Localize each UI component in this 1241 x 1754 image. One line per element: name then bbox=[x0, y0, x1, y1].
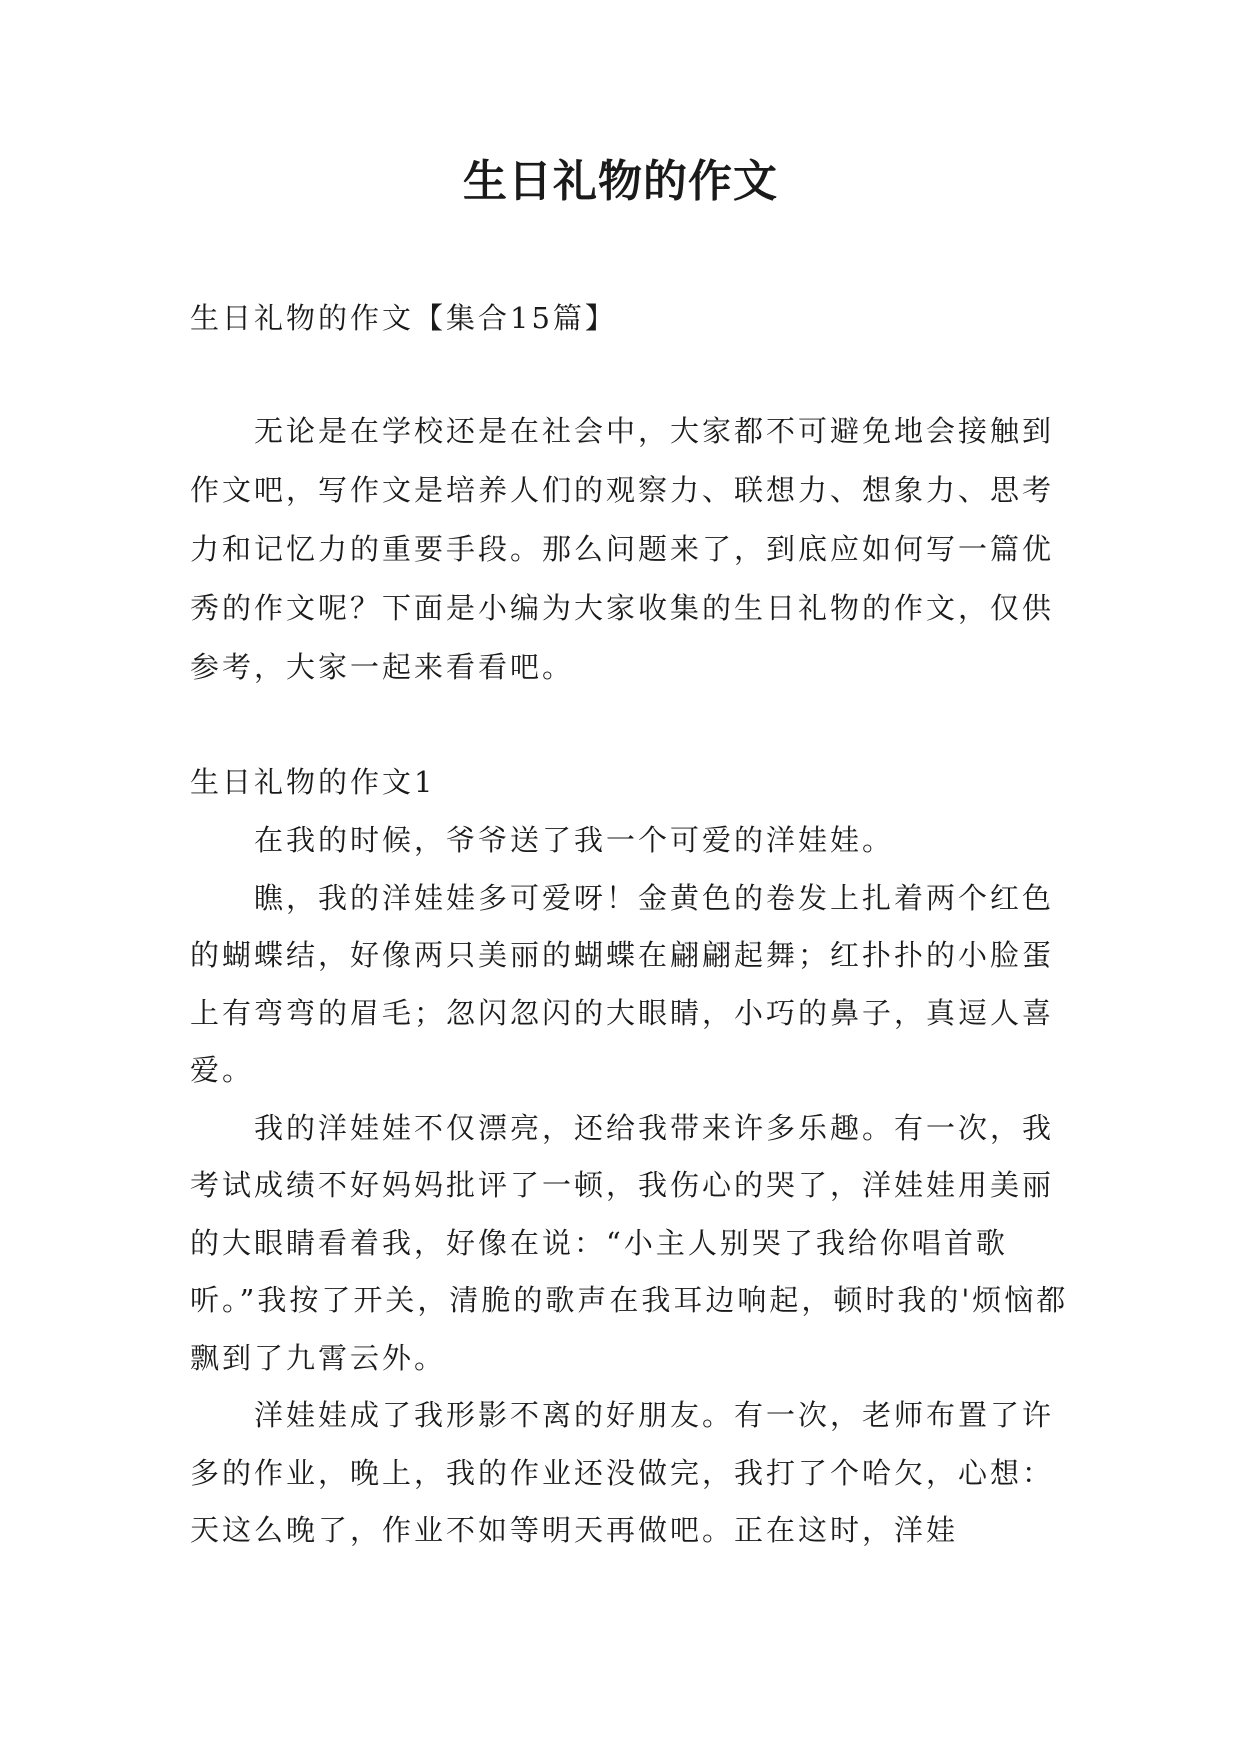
essay-paragraph: 在我的时候，爷爷送了我一个可爱的洋娃娃。 bbox=[254, 823, 895, 857]
section-heading: 生日礼物的作文1 bbox=[190, 765, 436, 799]
essay-paragraph: 我的洋娃娃不仅漂亮，还给我带来许多乐趣。有一次，我考试成绩不好妈妈批评了一顿，我伤心的哭了，洋娃娃用美丽的大眼睛看着我，好像在说：“小主人别哭了我给你唱首歌听。”我按了开关，清脆的歌声在我耳边响起，顿时我的'烦恼都飘到了九霄云外。 bbox=[190, 1110, 1069, 1375]
essay-paragraph: 洋娃娃成了我形影不离的好朋友。有一次，老师布置了许多的作业，晚上，我的作业还没做完，我打了个哈欠，心想：天这么晚了，作业不如等明天再做吧。正在这时，洋娃 bbox=[190, 1398, 1055, 1547]
essay-paragraph: 瞧，我的洋娃娃多可爱呀！金黄色的卷发上扎着两个红色的蝴蝶结，好像两只美丽的蝴蝶在翩翩起舞；红扑扑的小脸蛋上有弯弯的眉毛；忽闪忽闪的大眼睛，小巧的鼻子，真逗人喜爱。 bbox=[190, 880, 1055, 1087]
document-title: 生日礼物的作文 bbox=[463, 156, 778, 207]
intro-paragraph: 无论是在学校还是在社会中，大家都不可避免地会接触到作文吧，写作文是培养人们的观察力、联想力、想象力、思考力和记忆力的重要手段。那么问题来了，到底应如何写一篇优秀的作文呢？下面是小编为大家收集的生日礼物的作文，仅供参考，大家一起来看看吧。 bbox=[190, 414, 1055, 684]
essay-body bbox=[190, 812, 1070, 1560]
document-subtitle: 生日礼物的作文【集合15篇】 bbox=[190, 301, 617, 335]
